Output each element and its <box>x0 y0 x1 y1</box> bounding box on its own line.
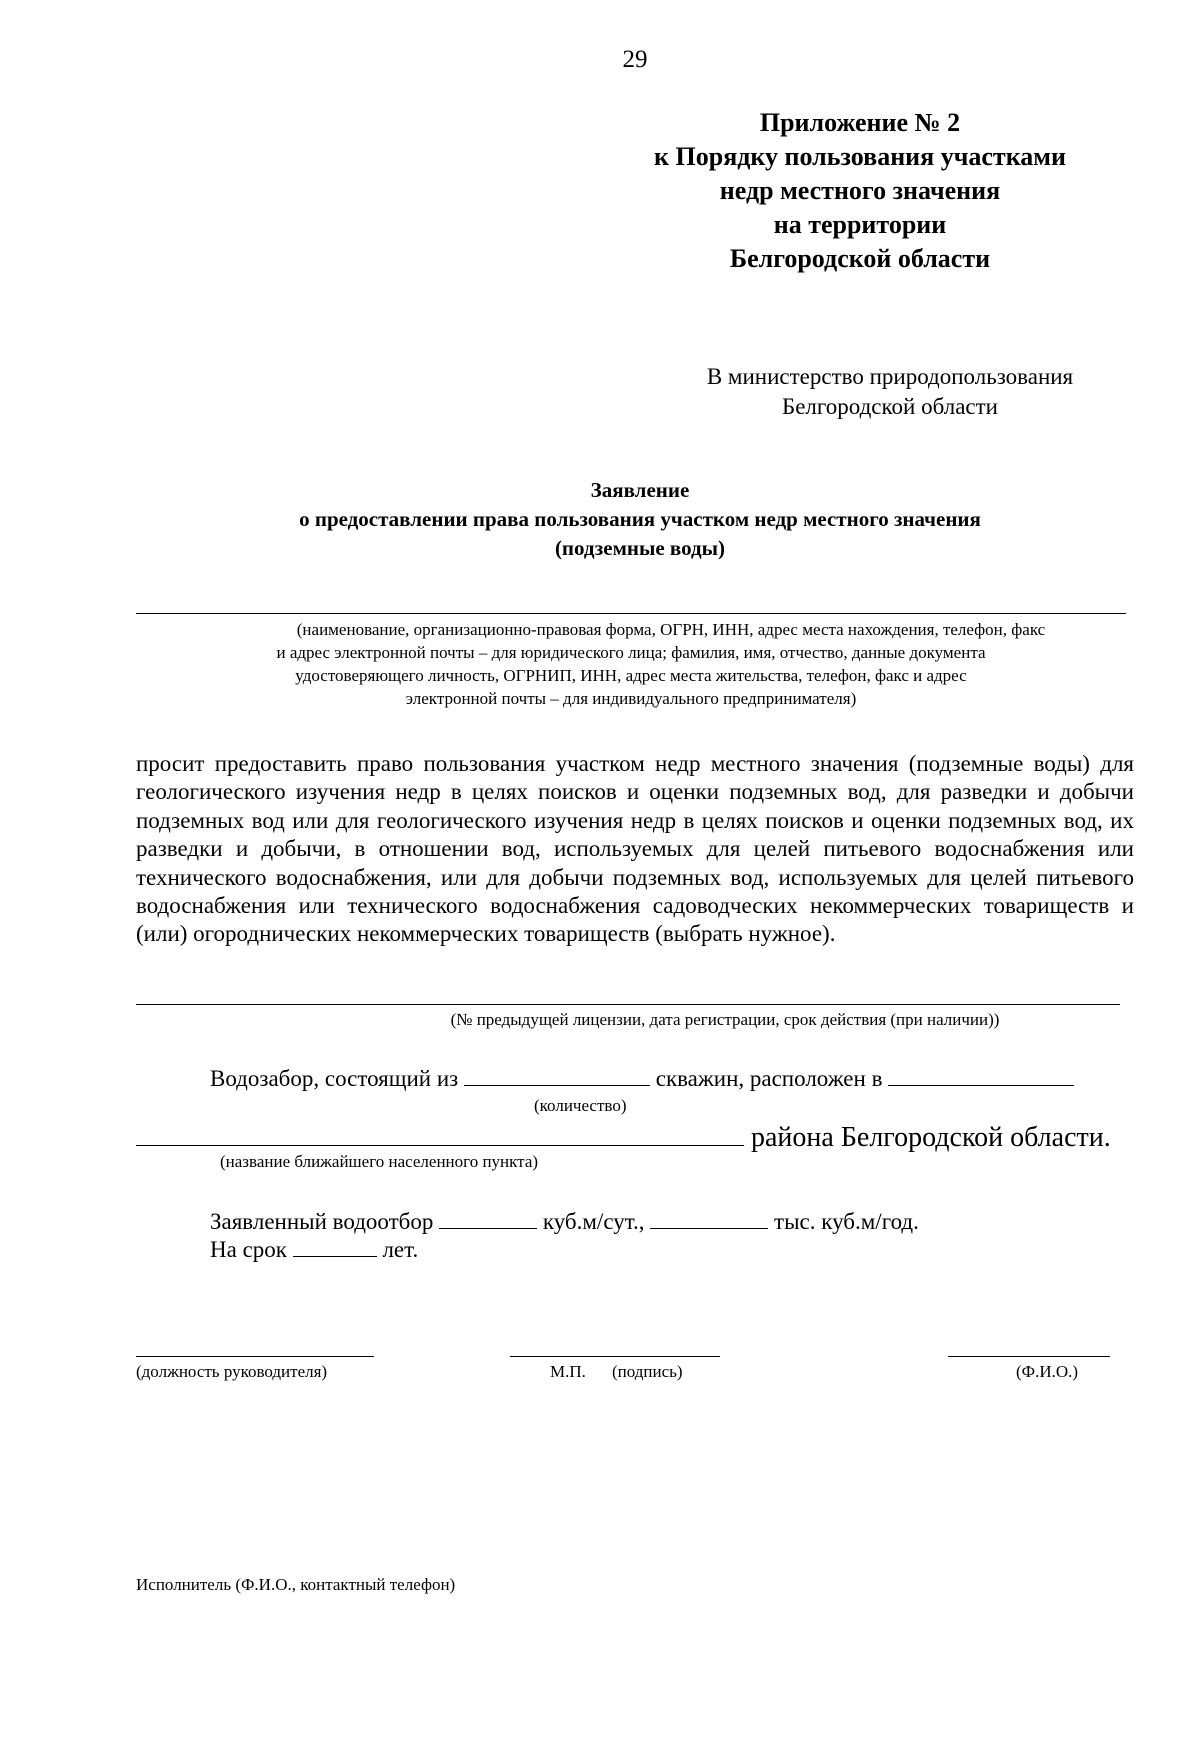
name-label: (Ф.И.О.) <box>1016 1362 1079 1381</box>
appendix-line: недр местного значения <box>719 176 1001 205</box>
request-body-text: просит предоставить право пользования участком недр местного значения (подземные воды) для геологического изучения недр в целях поисков и оценки подземных вод, для разведки и добычи подземных вод или для геологического изучения недр в целях поисков и оценки подземных вод, их разведки и добычи, в отношении вод, используемых для целей питьевого водоснабжения или технического водоснабжения, или для добычи подземных вод, используемых для целей питьевого водоснабжения или технического водоснабжения садоводческих некоммерческих товариществ и (или) огороднических некоммерческих товариществ (выбрать нужное). <box>136 751 1134 947</box>
location-field[interactable] <box>888 1065 1074 1086</box>
appendix-line: к Порядку пользования участками <box>654 142 1066 171</box>
settlement-field[interactable] <box>136 1125 744 1146</box>
intake-line <box>210 1065 1074 1092</box>
applicant-field-line[interactable] <box>136 613 1126 614</box>
district-suffix: района Белгородской области. <box>751 1122 1111 1153</box>
document-title <box>200 476 1080 563</box>
daily-unit: куб.м/сут., <box>542 1209 645 1234</box>
executor-label: Исполнитель (Ф.И.О., контактный телефон) <box>136 1575 456 1594</box>
appendix-heading <box>580 106 1140 276</box>
term-line <box>210 1236 418 1263</box>
applicant-note-line: (наименование, организационно-правовая форма, ОГРН, ИНН, адрес места нахождения, телефон, факс <box>296 620 1046 639</box>
applicant-note <box>136 618 1126 710</box>
title-line: Заявление <box>590 478 690 502</box>
addressee <box>640 362 1140 422</box>
annual-unit: тыс. куб.м/год. <box>774 1209 919 1234</box>
intake-middle: скважин, расположен в <box>655 1066 883 1091</box>
page-number: 29 <box>622 46 648 73</box>
applicant-note-line: удостоверяющего личность, ОГРНИП, ИНН, адрес места жительства, телефон, факс и адрес <box>295 666 967 685</box>
intake-prefix: Водозабор, состоящий из <box>210 1066 459 1091</box>
name-sign-line[interactable] <box>948 1356 1110 1357</box>
term-label: На срок <box>210 1237 287 1262</box>
withdrawal-line <box>210 1208 919 1235</box>
daily-volume-field[interactable] <box>439 1208 537 1229</box>
withdrawal-label: Заявленный водоотбор <box>210 1209 434 1234</box>
quantity-note: (количество) <box>534 1096 627 1115</box>
position-label: (должность руководителя) <box>136 1362 328 1381</box>
addressee-line: Белгородской области <box>782 394 998 419</box>
term-unit: лет. <box>382 1237 419 1262</box>
annual-volume-field[interactable] <box>650 1208 768 1229</box>
applicant-note-line: и адрес электронной почты – для юридического лица; фамилия, имя, отчество, данные документа <box>276 643 986 662</box>
sign-label: (подпись) <box>612 1362 683 1381</box>
title-line: о предоставлении права пользования участком недр местного значения <box>299 507 981 531</box>
position-sign-line[interactable] <box>136 1356 374 1357</box>
signature-line[interactable] <box>510 1356 720 1357</box>
term-field[interactable] <box>293 1236 377 1257</box>
appendix-line: Приложение № 2 <box>759 108 961 137</box>
wells-count-field[interactable] <box>464 1065 650 1086</box>
district-line <box>136 1122 1111 1154</box>
title-line: (подземные воды) <box>554 536 726 560</box>
addressee-line: В министерство природопользования <box>706 364 1074 389</box>
applicant-note-line: электронной почты – для индивидуального предпринимателя) <box>405 689 857 708</box>
settlement-note: (название ближайшего населенного пункта) <box>220 1152 539 1171</box>
appendix-line: Белгородской области <box>729 244 991 273</box>
stamp-label: М.П. <box>550 1362 586 1381</box>
appendix-line: на территории <box>773 210 947 239</box>
license-field-line[interactable] <box>136 1004 1120 1005</box>
license-note: (№ предыдущей лицензии, дата регистрации, срок действия (при наличии)) <box>450 1010 1000 1029</box>
